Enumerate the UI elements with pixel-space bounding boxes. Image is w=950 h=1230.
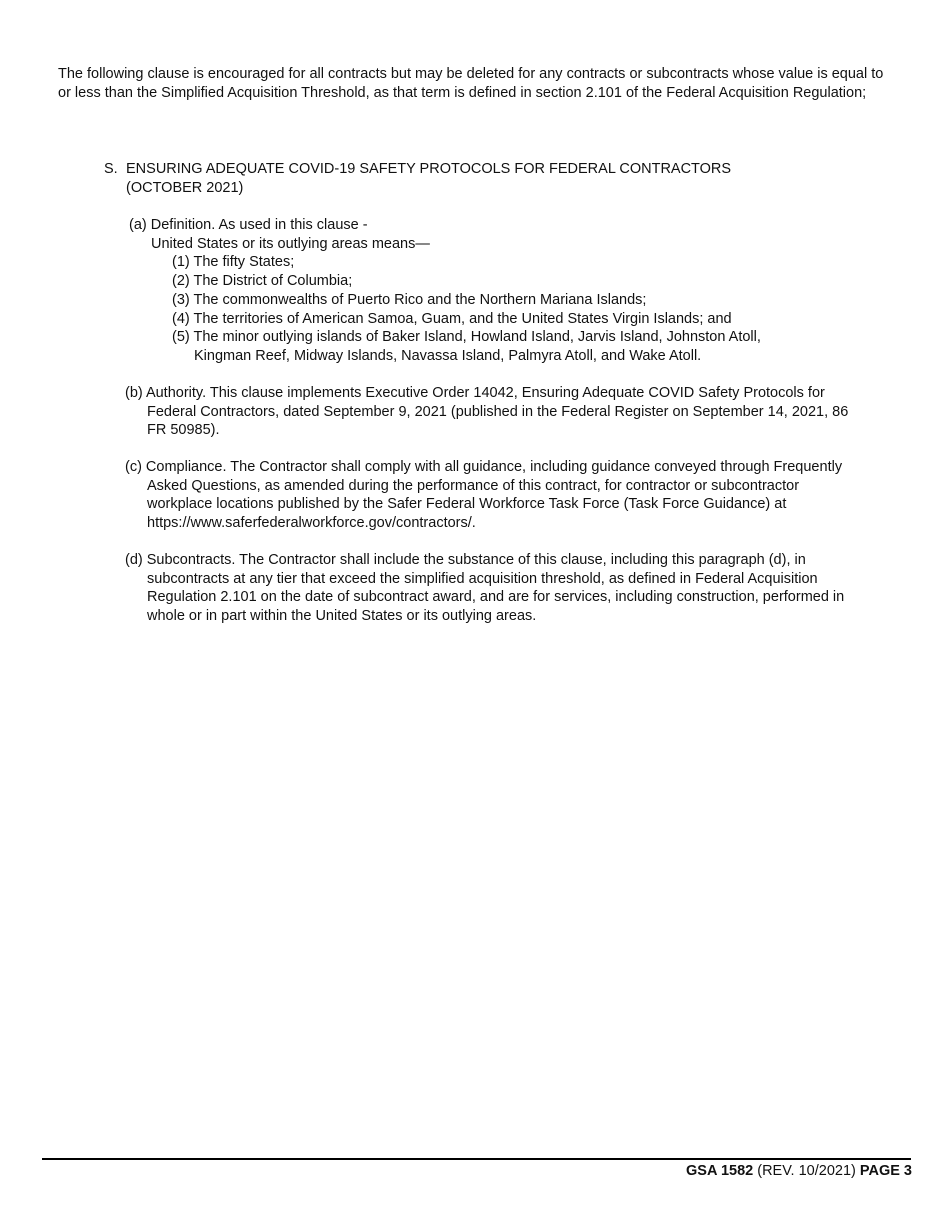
section-title-line1: ENSURING ADEQUATE COVID-19 SAFETY PROTOCOLS FOR FEDERAL CONTRACTORS (126, 161, 732, 177)
footer-divider (42, 1158, 911, 1160)
intro-paragraph: The following clause is encouraged for all contracts but may be deleted for any contracts or subcontracts whose value is equal to or less than the Simplified Acquisition Threshold, as that term is defined in section 2.101 of the Federal Acquisition Regulation; (58, 66, 884, 101)
list-item: (3) The commonwealths of Puerto Rico and the Northern Mariana Islands; (172, 291, 647, 308)
form-number: GSA 1582 (686, 1163, 754, 1179)
list-item: (1) The fifty States; (172, 254, 295, 271)
subcontracts-paragraph: (d) Subcontracts. The Contractor shall include the substance of this clause, including this paragraph (d), in subcontracts at any tier that exceed the simplified acquisition threshold, as defined in Federal Acquisition Regulation 2.101 on the date of subcontract award, and are for services, including construction, performed in whole or in part within the United States or its outlying areas. (125, 552, 845, 625)
form-revision: (REV. 10/2021) (757, 1163, 856, 1179)
section-title (104, 160, 824, 197)
compliance-paragraph: (c) Compliance. The Contractor shall comply with all guidance, including guidance conveyed through Frequently Asked Questions, as amended during the performance of this contract, for contractor or subcontractor workplace locations published by the Safer Federal Workforce Task Force (Task Force Guidance) at https://www.saferfederalworkforce.gov/contractors/. (125, 459, 843, 532)
list-item: (5) The minor outlying islands of Baker Island, Howland Island, Jarvis Island, Johnston Atoll, Kingman Reef, Midway Islands, Navassa Island, Palmyra Atoll, and Wake Atoll. (172, 329, 761, 364)
section-label: S. (104, 161, 118, 177)
page-number: PAGE 3 (859, 1163, 912, 1179)
definition-term: United States or its outlying areas means— (151, 235, 430, 252)
list-item: (2) The District of Columbia; (172, 273, 353, 290)
definition-paragraph (129, 216, 804, 366)
section-title-line2: (OCTOBER 2021) (126, 179, 244, 196)
definition-list (129, 253, 804, 365)
page-footer (686, 1162, 912, 1181)
authority-paragraph: (b) Authority. This clause implements Executive Order 14042, Ensuring Adequate COVID Safety Protocols for Federal Contractors, dated September 9, 2021 (published in the Federal Register on September 14, 2021, 86 FR 50985). (125, 385, 849, 439)
definition-heading: (a) Definition. As used in this clause - (129, 217, 368, 233)
list-item: (4) The territories of American Samoa, Guam, and the United States Virgin Islands; and (172, 310, 732, 327)
